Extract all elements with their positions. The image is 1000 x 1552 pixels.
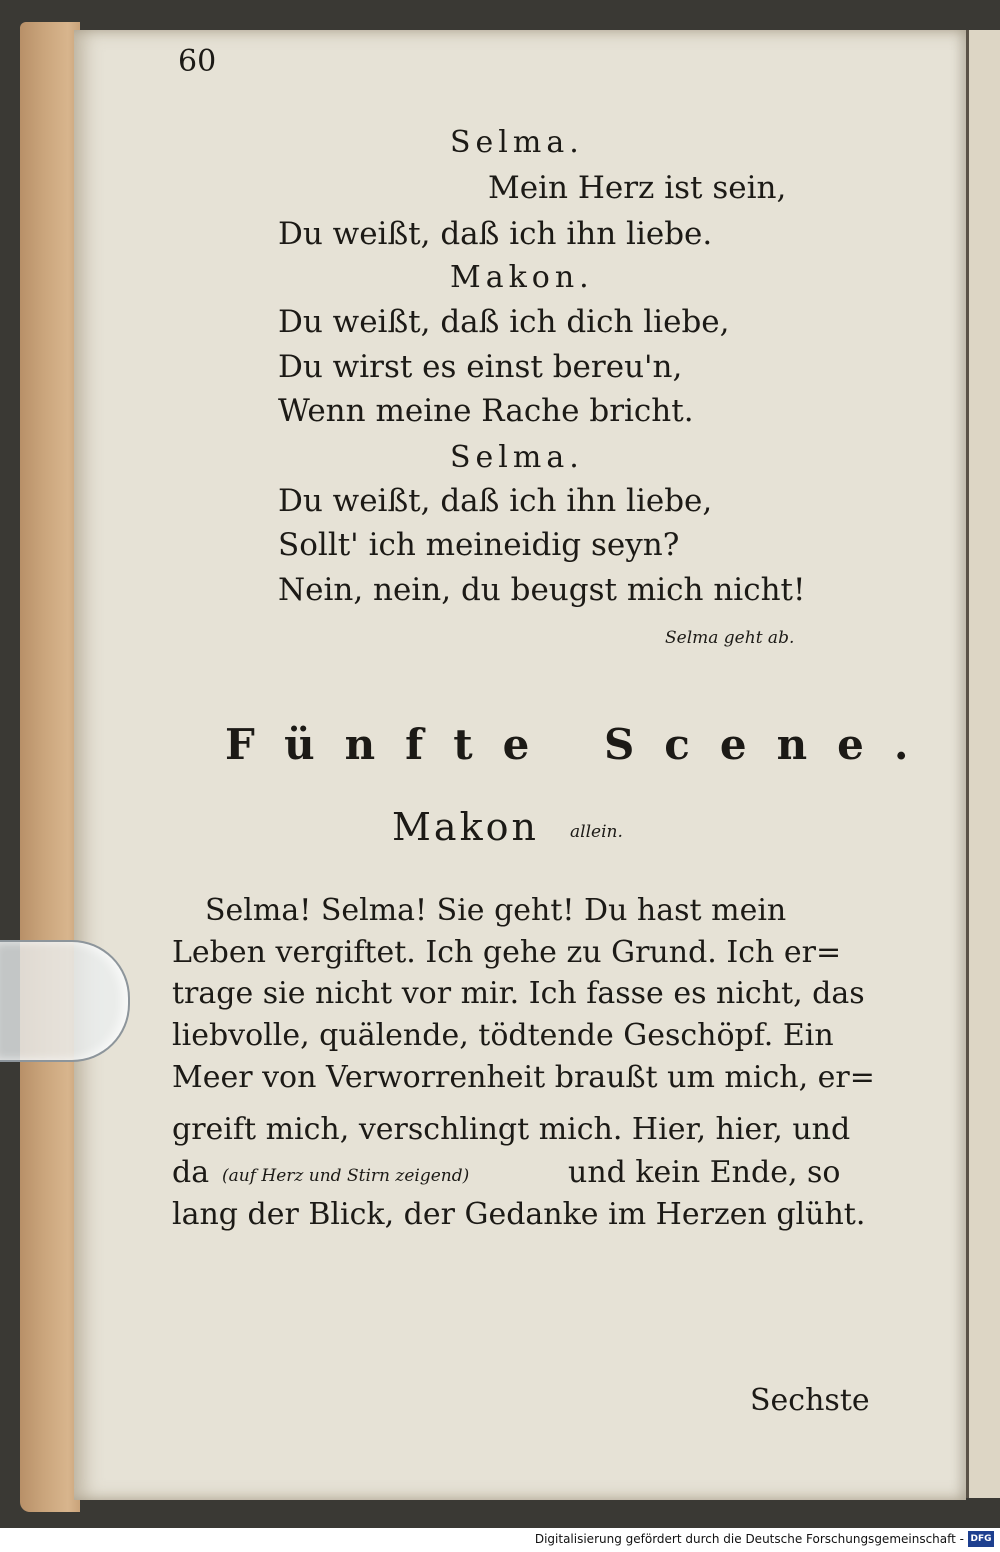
book-edge [20,22,80,1512]
catchword: Sechste [750,1383,870,1418]
verse-line: Mein Herz ist sein, [488,170,787,206]
prose-line: liebvolle, quälende, tödtende Geschöpf. Ein [172,1018,834,1053]
prose-line: lang der Blick, der Gedanke im Herzen glüht. [172,1197,866,1232]
speaker-name: Makon. [450,260,594,295]
prose-line: Meer von Verworrenheit braußt um mich, er= [172,1060,875,1095]
verse-line: Sollt' ich meineidig seyn? [278,527,680,563]
verse-line: Du wirst es einst bereu'n, [278,349,683,385]
page-clip [0,940,130,1062]
verse-line: Nein, nein, du beugst mich nicht! [278,572,806,608]
speaker-name: Selma. [450,440,584,475]
dfg-logo: DFG [968,1531,994,1547]
speaker-name: Selma. [450,125,584,160]
prose-line: trage sie nicht vor mir. Ich fasse es nicht, das [172,976,865,1011]
verse-line: Du weißt, daß ich dich liebe, [278,304,730,340]
prose-line: Leben vergiftet. Ich gehe zu Grund. Ich er= [172,935,842,970]
verse-line: Wenn meine Rache bricht. [278,393,694,429]
scene-direction: allein. [570,822,623,842]
verse-line: Du weißt, daß ich ihn liebe. [278,216,713,252]
scene-title: Fünfte Scene. [225,720,939,769]
stage-direction: Selma geht ab. [665,628,795,648]
footer-credit: Digitalisierung gefördert durch die Deutsche Forschungsgemeinschaft - [534,1532,964,1546]
prose-line: Selma! Selma! Sie geht! Du hast mein [205,893,787,928]
page-number: 60 [178,44,217,79]
prose-line-start: da [172,1155,210,1190]
prose-line: greift mich, verschlingt mich. Hier, hier, und [172,1112,851,1147]
scene-character: Makon [392,805,539,849]
adjacent-page-edge [966,30,1000,1498]
footer-bar [0,1528,1000,1552]
inline-stage-direction: (auf Herz und Stirn zeigend) [222,1166,470,1186]
prose-line-end: und kein Ende, so [568,1155,841,1190]
verse-line: Du weißt, daß ich ihn liebe, [278,483,713,519]
